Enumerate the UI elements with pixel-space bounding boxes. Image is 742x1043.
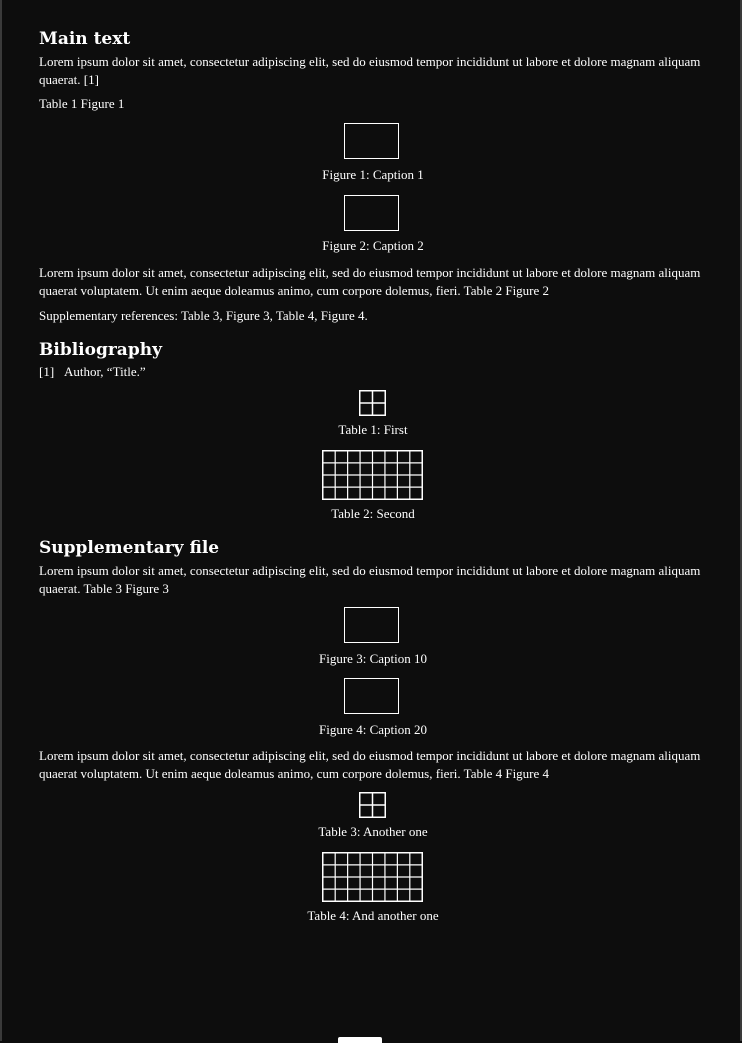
figure-2-placeholder	[344, 195, 399, 231]
table-3-caption: Table 3: Another one	[318, 824, 428, 839]
main-paragraph-2: Lorem ipsum dolor sit amet, consectetur adipiscing elit, sed do eiusmod tempor incididunt ut labore et dolore magnam aliquam quaerat voluptatem. Ut enim aeque doleamus animo, cum corpore dolemus, fieri. Table 2 Figure 2	[39, 265, 701, 298]
supplementary-file-heading: Supplementary file	[39, 538, 220, 558]
table-1-caption: Table 1: First	[338, 422, 408, 437]
figure-4-placeholder	[344, 678, 399, 714]
table-3-grid	[359, 792, 386, 818]
table-2-caption: Table 2: Second	[331, 506, 415, 521]
supplementary-references-line: Supplementary references: Table 3, Figure 3, Table 4, Figure 4.	[39, 308, 368, 323]
figure-1-caption: Figure 1: Caption 1	[322, 167, 424, 182]
main-references-line: Table 1 Figure 1	[39, 96, 125, 111]
bibliography-heading: Bibliography	[39, 340, 162, 360]
bibliography-entry-text: Author, “Title.”	[64, 364, 146, 379]
table-4-grid	[322, 852, 423, 902]
figure-2-caption: Figure 2: Caption 2	[322, 238, 424, 253]
supplementary-paragraph-1: Lorem ipsum dolor sit amet, consectetur adipiscing elit, sed do eiusmod tempor incididunt ut labore et dolore magnam aliquam quaerat. Table 3 Figure 3	[39, 563, 701, 596]
table-4-caption: Table 4: And another one	[307, 908, 439, 923]
table-2-grid	[322, 450, 423, 500]
figure-4-caption: Figure 4: Caption 20	[319, 722, 427, 737]
table-1-grid	[359, 390, 386, 416]
supplementary-paragraph-2: Lorem ipsum dolor sit amet, consectetur adipiscing elit, sed do eiusmod tempor incididunt ut labore et dolore magnam aliquam quaerat voluptatem. Ut enim aeque doleamus animo, cum corpore dolemus, fieri. Table 4 Figure 4	[39, 748, 701, 781]
figure-3-caption: Figure 3: Caption 10	[319, 651, 427, 666]
figure-1-placeholder	[344, 123, 399, 159]
bibliography-entry	[39, 363, 146, 380]
main-paragraph-1: Lorem ipsum dolor sit amet, consectetur adipiscing elit, sed do eiusmod tempor incididunt ut labore et dolore magnam aliquam quaerat. [1]	[39, 54, 701, 87]
page-bottom-tab	[338, 1037, 382, 1043]
figure-3-placeholder	[344, 607, 399, 643]
main-text-heading: Main text	[39, 29, 131, 49]
bibliography-entry-number: [1]	[39, 364, 55, 379]
